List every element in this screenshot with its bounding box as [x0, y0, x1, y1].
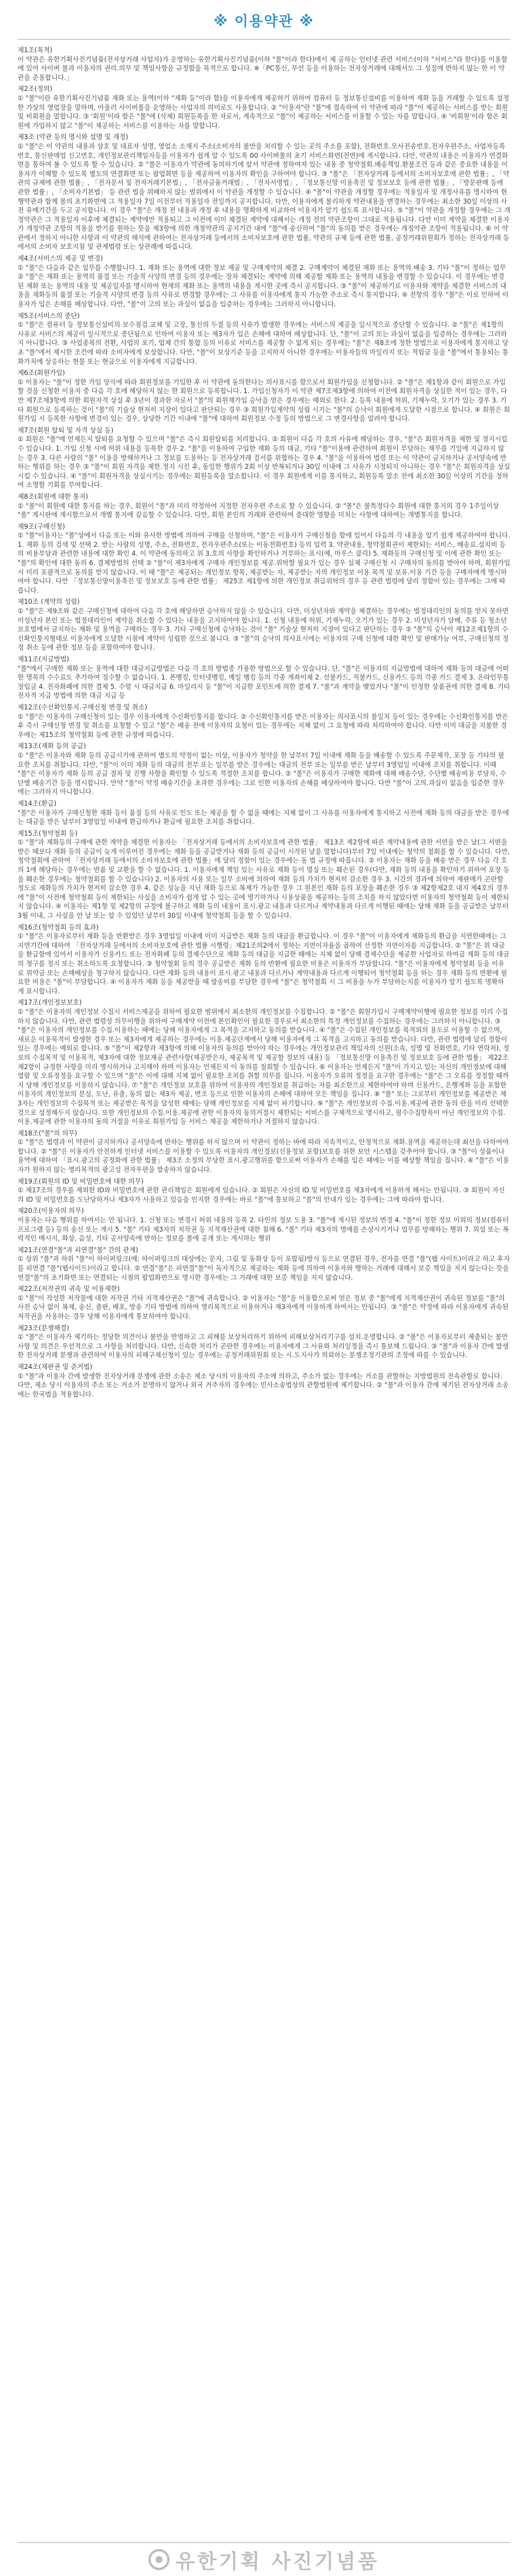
- article-heading: 제10조 (계약의 성립): [18, 598, 80, 606]
- article-heading: 제9조(구매신청): [18, 522, 65, 530]
- article: [18, 1206, 510, 1243]
- article-heading: 제8조(회원에 대한 통지): [18, 492, 89, 501]
- article-text: ① "몰"이 회원에 대한 통지를 하는 경우, 회원이 "몰"과 미리 약정하여 지정한 전자우편 주소로 할 수 있습니다. ② "몰"은 불특정다수 회원에 대한 통지의 경우 1주일이상 "몰" 게시판에 게시함으로서 개별 통지에 갈음할 수 있습니다. 다만, 회원 본인의 거래와 관련하여 중대한 영향을 미치는 사항에 대하여는 개별통지를 합니다.: [18, 502, 499, 519]
- article-heading: 제3조 (약관 등의 명시와 설명 및 개정): [18, 133, 128, 141]
- article-text: ① 제17조의 경우를 제외한 ID와 비밀번호에 관한 관리책임은 회원에게 있습니다. ② 회원은 자신의 ID 및 비밀번호를 제3자에게 이용하게 해서는 안됩니다. ③ 회원이 자신의 ID 및 비밀번호를 도난당하거나 제3자가 사용하고 있음을 인지한 경우에는 바로 "몰"에 통보하고 "몰"의 안내가 있는 경우에는 그에 따라야 합니다.: [18, 1186, 505, 1204]
- article-heading: 제24조(재판권 및 준거법): [18, 1363, 93, 1371]
- article-text: ① "몰"이란 유한기획사진기념품 재화 또는 용역(이하 "재화 등"이라 함)을 이용자에게 제공하기 위하여 컴퓨터 등 정보통신설비를 이용하여 재화 등을 거래할 수 있도록 설정한 가상의 영업장을 말하며, 아울러 사이버몰을 운영하는 사업자의 의미로도 사용합니다. ② "이용자"란 "몰"에 접속하여 이 약관에 따라 "몰"이 제공하는 서비스를 받는 회원 및 비회원을 말합니다. ③ '회원'이라 함은 "몰"에 (삭제) 회원등록을 한 자로서, 계속적으로 "몰"이 제공하는 서비스를 이용할 수 있는 자를 말합니다. ④ '비회원'이라 함은 회원에 가입하지 않고 "몰"이 제공하는 서비스를 이용하는 자를 말합니다.: [18, 94, 510, 130]
- article-heading: 제16조(청약철회 등의 효과): [18, 923, 99, 931]
- article-heading: 제6조(회원가입): [18, 369, 65, 377]
- article-text: ① "몰"은 법령과 이 약관이 금지하거나 공서양속에 반하는 행위를 하지 않으며 이 약관이 정하는 바에 따라 지속적이고, 안정적으로 재화.용역을 제공하는데 최선을 다하여야 합니다. ② "몰"은 이용자가 안전하게 인터넷 서비스를 이용할 수 있도록 이용자의 개인정보(신용정보 포함)보호를 위한 보안 시스템을 갖추어야 합니다. ③ "몰"이 상품이나 용역에 대하여 「표시.광고의 공정화에 관한 법률」 제3조 소정의 부당한 표시.광고행위를 함으로써 이용자가 손해를 입은 때에는 이를 배상할 책임을 집니다. ④ "몰"은 이용자가 원하지 않는 영리목적의 광고성 전자우편을 발송하지 않습니다.: [18, 1138, 509, 1174]
- article-text: ① "몰"은 다음과 같은 업무를 수행합니다. 1. 재화 또는 용역에 대한 정보 제공 및 구매계약의 체결 2. 구매계약이 체결된 재화 또는 용역의 배송 3. 기타 "몰"이 정하는 업무 ② "몰"은 재화 또는 용역의 품절 또는 기술적 사양의 변경 등의 경우에는 장차 체결되는 계약에 의해 제공할 재화 또는 용역의 내용을 변경할 수 있습니다. 이 경우에는 변경된 재화 또는 용역의 내용 및 제공일자를 명시하여 현재의 재화 또는 용역의 내용을 게시한 곳에 즉시 공지합니다. ③ "몰"이 제공하기로 이용자와 계약을 체결한 서비스의 내용을 재화등의 품절 또는 기술적 사양의 변경 등의 사유로 변경할 경우에는 그 사유를 이용자에게 통지 가능한 주소로 즉시 통지합니다. ④ 전항의 경우 "몰"은 이로 인하여 이용자가 입은 손해를 배상합니다. 다만, "몰"이 고의 또는 과실이 없음을 입증하는 경우에는 그러하지 아니합니다.: [18, 263, 509, 309]
- article: [18, 1177, 510, 1205]
- article: [18, 254, 510, 309]
- article-heading: 제20조(이용자의 의무): [18, 1207, 84, 1215]
- article-heading: 제14조(환급): [18, 799, 57, 807]
- article-heading: 제15조(청약철회 등): [18, 829, 78, 837]
- article-text: ① "몰"은 컴퓨터 등 정보통신설비의 보수점검.교체 및 고장, 통신의 두절 등의 사유가 발생한 경우에는 서비스의 제공을 일시적으로 중단할 수 있습니다. ② "몰"은 제1항의 사유로 서비스의 제공이 일시적으로 중단됨으로 인하여 이용자 또는 제3자가 입은 손해에 대하여 배상합니다. 단, "몰"이 고의 또는 과실이 없음을 입증하는 경우에는 그러하지 아니합니다. ③ 사업종목의 전환, 사업의 포기, 업체 간의 통합 등의 이유로 서비스를 제공할 수 없게 되는 경우에는 "몰"은 제8조에 정한 방법으로 이용자에게 통지하고 당초 "몰"에서 제시한 조건에 따라 소비자에게 보상합니다. 다만, "몰"이 보상기준 등을 고지하지 아니한 경우에는 이용자들의 마일리지 또는 적립금 등을 "몰"에서 통용되는 통화가치에 상응하는 현물 또는 현금으로 이용자에게 지급합니다.: [18, 321, 509, 366]
- article: [18, 1363, 510, 1399]
- article-heading: 제19조(회원의 ID 및 비밀번호에 대한 의무): [18, 1177, 144, 1185]
- page-title-text: 이용약관: [234, 12, 294, 29]
- asterisk-mark-right: ※: [299, 12, 314, 29]
- article-heading: 제23조(분쟁해결): [18, 1324, 69, 1332]
- article-text: 이용자는 다음 행위를 하여서는 안 됩니다. 1. 신청 또는 변경시 허위 내용의 등록 2. 타인의 정보 도용 3. "몰"에 게시된 정보의 변경 4. "몰"이 정한 정보 이외의 정보(컴퓨터 프로그램 등) 등의 송신 또는 게시 5. "몰" 기타 제3자의 저작권 등 지적재산권에 대한 침해 6. "몰" 기타 제3자의 명예를 손상시키거나 업무를 방해하는 행위 7. 외설 또는 폭력적인 메시지, 화상, 음성, 기타 공서양속에 반하는 정보를 몰에 공개 또는 게시하는 행위: [18, 1216, 509, 1243]
- article: [18, 799, 510, 827]
- asterisk-mark-left: ※: [214, 12, 229, 29]
- article-text: ① "몰"은 제9조와 같은 구매신청에 대하여 다음 각 호에 해당하면 승낙하지 않을 수 있습니다. 다만, 미성년자와 계약을 체결하는 경우에는 법정대리인의 동의를 얻지 못하면 미성년자 본인 또는 법정대리인이 계약을 취소할 수 있다는 내용을 고지하여야 합니다. 1. 신청 내용에 허위, 기재누락, 오기가 있는 경우 2. 미성년자가 담배, 주류 등 청소년보호법에서 금지하는 재화 및 용역을 구매하는 경우 3. 기타 구매신청에 승낙하는 것이 "몰" 기술상 현저히 지장이 있다고 판단하는 경우 ② "몰"의 승낙이 제12조제1항의 수신확인통지형태로 이용자에게 도달한 시점에 계약이 성립한 것으로 봅니다. ③ "몰"의 승낙의 의사표시에는 이용자의 구매 신청에 대한 확인 및 판매가능 여부, 구매신청의 정정 취소 등에 관한 정보 등을 포함하여야 합니다.: [18, 607, 509, 652]
- article-text: 이 약관은 유한기획사진기념품(전자상거래 사업자)가 운영하는 유한기획사진기념품(이하 "몰"이라 한다)에서 제 공하는 인터넷 관련 서비스(이하 "서비스"라 한다)를 이용함에 있어 사이버 몰과 이용자의 권리.의무 및 책임사항을 규정함을 목적으로 합니다. ※「PC통신, 무선 등을 이용하는 전자상거래에 대해서도 그 성질에 반하지 않는 한 이 약관을 준용합니다.」: [18, 55, 508, 82]
- article-text: ① "몰"은 이 약관의 내용과 상호 및 대표자 성명, 영업소 소재지 주소(소비자의 불만을 처리할 수 있는 곳의 주소를 포함), 전화번호.모사전송번호.전자우편주소, 사업자등록번호, 통신판매업 신고번호, 개인정보관리책임자등을 이용자가 쉽게 알 수 있도록 00 사이버몰의 초기 서비스화면(전면)에 게시합니다. 다만, 약관의 내용은 이용자가 연결화면을 통하여 볼 수 있도록 할 수 있습니다. ② "몰은 이용자가 약관에 동의하기에 앞서 약관에 정하여져 있는 내용 중 청약철회.배송책임.환불조건 등과 같은 중요한 내용을 이용자가 이해할 수 있도록 별도의 연결화면 또는 팝업화면 등을 제공하여 이용자의 확인을 구하여야 합니다. ③ "몰"은 「전자상거래 등에서의 소비자보호에 관한 법률」, 「약관의 규제에 관한 법률」, 「전자문서 및 전자거래기본법」, 「전자금융거래법」, 「전자서명법」, 「정보통신망 이용촉진 및 정보보호 등에 관한 법률」, 「방문판매 등에 관한 법률」, 「소비자기본법」 등 관련 법을 위배하지 않는 범위에서 이 약관을 개정할 수 있습니다. ④ "몰"이 약관을 개정할 경우에는 적용일자 및 개정사유를 명시하여 현행약관과 함께 몰의 초기화면에 그 적용일자 7일 이전부터 적용일자 전일까지 공지합니다. 다만, 이용자에게 불리하게 약관내용을 변경하는 경우에는 최소한 30일 이상의 사전 유예기간을 두고 공지합니다. 이 경우 "몰"은 개정 전 내용과 개정 후 내용을 명확하게 비교하여 이용자가 알기 쉽도록 표시합니다. ⑤ "몰"이 약관을 개정할 경우에는 그 개정약관은 그 적용일자 이후에 체결되는 계약에만 적용되고 그 이전에 이미 체결된 계약에 대해서는 개정 전의 약관조항이 그대로 적용됩니다. 다만 이미 계약을 체결한 이용자가 개정약관 조항의 적용을 받기를 원하는 뜻을 제3항에 의한 개정약관의 공지기간 내에 "몰"에 송신하여 "몰"의 동의를 받은 경우에는 개정약관 조항이 적용됩니다. ⑥ 이 약관에서 정하지 아니한 사항과 이 약관의 해석에 관하여는 전자상거래 등에서의 소비자보호에 관한 법률, 약관의 규제 등에 관한 법률, 공정거래위원회가 정하는 전자상거래 등에서의 소비자 보호지침 및 관계법령 또는 상관례에 따릅니다.: [18, 142, 510, 251]
- article-heading: 제21조(연결"몰"과 피연결"몰" 간의 관계): [18, 1246, 138, 1254]
- article-text: ① "몰"은 이용자가 제기하는 정당한 의견이나 불만을 반영하고 그 피해를 보상처리하기 위하여 피해보상처리기구를 설치.운영합니다. ② "몰"은 이용자로부터 제출되는 불만사항 및 의견은 우선적으로 그 사항을 처리합니다. 다만, 신속한 처리가 곤란한 경우에는 이용자에게 그 사유와 처리일정을 즉시 통보해 드립니다. ③ "몰"과 이용자 간에 발생한 전자상거래 분쟁과 관련하여 이용자의 피해구제신청이 있는 경우에는 공정거래위원회 또는 시.도지사가 의뢰하는 분쟁조정기관의 조정에 따를 수 있습니다.: [18, 1333, 509, 1360]
- article-text: ① "몰"과 재화등의 구매에 관한 계약을 체결한 이용자는 「전자상거래 등에서의 소비자보호에 관한 법률」 제13조 제2항에 따른 계약내용에 관한 서면을 받은 날(그 서면을 받은 때보다 재화 등의 공급이 늦게 이루어진 경우에는 재화 등을 공급받거나 재화 등의 공급이 시작된 날을 말합니다)부터 7일 이내에는 청약의 철회를 할 수 있습니다. 다만, 청약철회에 관하여 「전자상거래 등에서의 소비자보호에 관한 법률」에 달리 정함이 있는 경우에는 동 법 규정에 따릅니다. ② 이용자는 재화 등을 배송 받은 경우 다음 각 호의 1에 해당하는 경우에는 반품 및 교환을 할 수 없습니다. 1. 이용자에게 책임 있는 사유로 재화 등이 멸실 또는 훼손된 경우(다만, 재화 등의 내용을 확인하기 위하여 포장 등을 훼손한 경우에는 청약철회를 할 수 있습니다) 2. 이용자의 사용 또는 일부 소비에 의하여 재화 등의 가치가 현저히 감소한 경우 3. 시간의 경과에 의하여 재판매가 곤란할 정도로 재화등의 가치가 현저히 감소한 경우 4. 같은 성능을 지닌 재화 등으로 복제가 가능한 경우 그 원본인 재화 등의 포장을 훼손한 경우 ③ 제2항제2호 내지 제4호의 경우에 "몰"이 사전에 청약철회 등이 제한되는 사실을 소비자가 쉽게 알 수 있는 곳에 명기하거나 시용상품을 제공하는 등의 조치를 하지 않았다면 이용자의 청약철회 등이 제한되지 않습니다. ④ 이용자는 제1항 및 제2항의 규정에 불구하고 재화 등의 내용이 표시.광고 내용과 다르거나 계약내용과 다르게 이행된 때에는 당해 재화 등을 공급받은 날부터 3월 이내, 그 사실을 안 날 또는 알 수 있었던 날부터 30일 이내에 청약철회 등을 할 수 있습니다.: [18, 839, 510, 920]
- article-heading: 제18조("몰"의 의무): [18, 1129, 77, 1137]
- article-text: "몰"은 이용자가 구매신청한 재화 등이 품절 등의 사유로 인도 또는 제공을 할 수 없을 때에는 지체 없이 그 사유를 이용자에게 통지하고 사전에 재화 등의 대금을 받은 경우에는 대금을 받은 날부터 3영업일 이내에 환급하거나 환급에 필요한 조치를 취합니다.: [18, 809, 509, 826]
- article: [18, 522, 510, 596]
- article: [18, 829, 510, 921]
- article-heading: 제2조(정의): [18, 85, 53, 93]
- article-heading: 제7조(회원 탈퇴 및 자격 상실 등): [18, 426, 114, 434]
- article-text: ① "몰"이 작성한 저작물에 대한 저작권 기타 지적재산권은 "몰"에 귀속합니다. ② 이용자는 "몰"을 이용함으로써 얻은 정보 중 "몰"에게 지적재산권이 귀속된 정보를 "몰"의 사전 승낙 없이 복제, 송신, 출판, 배포, 방송 기타 방법에 의하여 영리목적으로 이용하거나 제3자에게 이용하게 하여서는 안됩니다. ③ "몰"은 약정에 따라 이용자에게 귀속된 저작권을 사용하는 경우 당해 이용자에게 통보하여야 합니다.: [18, 1294, 509, 1320]
- article: [18, 1129, 510, 1175]
- article-text: ① 회원은 "몰"에 언제든지 탈퇴를 요청할 수 있으며 "몰"은 즉시 회원탈퇴를 처리합니다. ② 회원이 다음 각 호의 사유에 해당하는 경우, "몰"은 회원자격을 제한 및 정지시킬 수 있습니다. 1. 가입 신청 시에 허위 내용을 등록한 경우 2. "몰"을 이용하여 구입한 재화 등의 대금, 기타 "몰"이용에 관련하여 회원이 부담하는 채무를 기일에 지급하지 않는 경우 3. 다른 사람의 "몰" 이용을 방해하거나 그 정보를 도용하는 등 전자상거래 질서를 위협하는 경우 4. "몰"을 이용하여 법령 또는 이 약관이 금지하거나 공서양속에 반하는 행위를 하는 경우 ③ "몰"이 회원 자격을 제한.정지 시킨 후, 동일한 행위가 2회 이상 반복되거나 30일 이내에 그 사유가 시정되지 아니하는 경우 "몰"은 회원자격을 상실시킬 수 있습니다. ④ "몰"이 회원자격을 상실시키는 경우에는 회원등록을 말소합니다. 이 경우 회원에게 이를 통지하고, 회원등록 말소 전에 최소한 30일 이상의 기간을 정하여 소명할 기회를 부여합니다.: [18, 435, 510, 489]
- article: [18, 312, 510, 367]
- article: [18, 1324, 510, 1360]
- article: [18, 1284, 510, 1321]
- article-heading: 제22조(저작권의 귀속 및 이용제한): [18, 1285, 120, 1293]
- footer: [18, 2542, 510, 2576]
- article: [18, 426, 510, 490]
- terms-content: [18, 40, 510, 1399]
- article: [18, 923, 510, 996]
- article-heading: 제13조(재화 등의 공급): [18, 742, 86, 751]
- title-bar: [18, 0, 510, 40]
- footer-brand-text: 유한기획 사진기념품: [175, 2550, 380, 2574]
- article: [18, 703, 510, 739]
- article: [18, 84, 510, 130]
- article-heading: 제1조(목적): [18, 46, 53, 54]
- article: [18, 1246, 510, 1282]
- article-text: ① "몰"은 이용자의 구매신청이 있는 경우 이용자에게 수신확인통지를 합니다. ② 수신확인통지를 받은 이용자는 의사표시의 불일치 등이 있는 경우에는 수신확인통지를 받은 후 즉시 구매신청 변경 및 취소를 요청할 수 있고 "몰"은 배송 전에 이용자의 요청이 있는 경우에는 지체 없이 그 요청에 따라 처리하여야 합니다. 다만 이미 대금을 지불한 경우에는 제15조의 청약철회 등에 관한 규정에 따릅니다.: [18, 712, 509, 739]
- article: [18, 742, 510, 797]
- article-text: ① "몰"은 이용자로부터 재화 등을 반환받은 경우 3영업일 이내에 이미 지급받은 재화 등의 대금을 환급합니다. 이 경우 "몰"이 이용자에게 재화등의 환급을 지연한때에는 그 지연기간에 대하여 「전자상거래 등에서의 소비자보호에 관한 법률 시행령」제21조의2에서 정하는 지연이자율을 곱하여 산정한 지연이자를 지급합니다. ② "몰"은 위 대금을 환급함에 있어서 이용자가 신용카드 또는 전자화폐 등의 결제수단으로 재화 등의 대금을 지급한 때에는 지체 없이 당해 결제수단을 제공한 사업자로 하여금 재화 등의 대금의 청구를 정지 또는 취소하도록 요청합니다. ③ 청약철회 등의 경우 공급받은 재화 등의 반환에 필요한 비용은 이용자가 부담합니다. "몰"은 이용자에게 청약철회 등을 이유로 위약금 또는 손해배상을 청구하지 않습니다. 다만 재화 등의 내용이 표시.광고 내용과 다르거나 계약내용과 다르게 이행되어 청약철회 등을 하는 경우 재화 등의 반환에 필요한 비용은 "몰"이 부담합니다. ④ 이용자가 재화 등을 제공받을 때 발송비를 부담한 경우에 "몰"은 청약철회 시 그 비용을 누가 부담하는지를 이용자가 알기 쉽도록 명확하게 표시합니다.: [18, 932, 510, 995]
- article: [18, 492, 510, 520]
- article-heading: 제12조(수신확인통지.구매신청 변경 및 취소): [18, 703, 147, 711]
- article: [18, 133, 510, 252]
- article-text: ① "몰"은 이용자의 개인정보 수집시 서비스제공을 위하여 필요한 범위에서 최소한의 개인정보를 수집합니다. ② "몰"은 회원가입시 구매계약이행에 필요한 정보를 미리 수집하지 않습니다. 다만, 관련 법령상 의무이행을 위하여 구매계약 이전에 본인확인이 필요한 경우로서 최소한의 특정 개인정보를 수집하는 경우에는 그러하지 아니합니다. ③ "몰"은 이용자의 개인정보를 수집.이용하는 때에는 당해 이용자에게 그 목적을 고지하고 동의를 받습니다. ④ "몰"은 수집된 개인정보를 목적외의 용도로 이용할 수 없으며, 새로운 이용목적이 발생한 경우 또는 제3자에게 제공하는 경우에는 이용.제공단계에서 당해 이용자에게 그 목적을 고지하고 동의를 받습니다. 다만, 관련 법령에 달리 정함이 있는 경우에는 예외로 합니다. ⑤ "몰"이 제2항과 제3항에 의해 이용자의 동의를 받아야 하는 경우에는 개인정보관리 책임자의 신원(소속, 성명 및 전화번호, 기타 연락처), 정보의 수집목적 및 이용목적, 제3자에 대한 정보제공 관련사항(제공받은자, 제공목적 및 제공할 정보의 내용) 등 「정보통신망 이용촉진 및 정보보호 등에 관한 법률」 제22조제2항이 규정한 사항을 미리 명시하거나 고지해야 하며 이용자는 언제든지 이 동의를 철회할 수 있습니다. ⑥ 이용자는 언제든지 "몰"이 가지고 있는 자신의 개인정보에 대해 열람 및 오류정정을 요구할 수 있으며 "몰"은 이에 대해 지체 없이 필요한 조치를 취할 의무를 집니다. 이용자가 오류의 정정을 요구한 경우에는 "몰"은 그 오류를 정정할 때까지 당해 개인정보를 이용하지 않습니다. ⑦ "몰"은 개인정보 보호를 위하여 이용자의 개인정보를 취급하는 자를 최소한으로 제한하여야 하며 신용카드, 은행계좌 등을 포함한 이용자의 개인정보의 분실, 도난, 유출, 동의 없는 제3자 제공, 변조 등으로 인한 이용자의 손해에 대하여 모든 책임을 집니다. ⑧ "몰" 또는 그로부터 개인정보를 제공받은 제3자는 개인정보의 수집목적 또는 제공받은 목적을 달성한 때에는 당해 개인정보를 지체 없이 파기합니다. ⑨ "몰"은 개인정보의 수집.이용.제공에 관한 동의 란을 미리 선택한 것으로 설정해두지 않습니다. 또한 개인정보의 수집.이용.제공에 관한 이용자의 동의거절시 제한되는 서비스를 구체적으로 명시하고, 필수수집항목이 아닌 개인정보의 수집.이용.제공에 관한 이용자의 동의 거절을 이유로 회원가입 등 서비스 제공을 제한하거나 거절하지 않습니다.: [18, 1008, 510, 1126]
- company-logo-icon: [148, 2549, 170, 2570]
- article: [18, 998, 510, 1126]
- article: [18, 597, 510, 653]
- article-text: ① "몰"은 이용자와 재화 등의 공급시기에 관하여 별도의 약정이 없는 이상, 이용자가 청약을 한 날부터 7일 이내에 재화 등을 배송할 수 있도록 주문제작, 포장 등 기타의 필요한 조치를 취합니다. 다만, "몰"이 이미 재화 등의 대금의 전부 또는 일부를 받은 경우에는 대금의 전부 또는 일부를 받은 날부터 3영업일 이내에 조치를 취합니다. 이때 "몰"은 이용자가 재화 등의 공급 절차 및 진행 사항을 확인할 수 있도록 적절한 조치를 합니다. ② "몰"은 이용자가 구매한 재화에 대해 배송수단, 수단별 배송비용 부담자, 수단별 배송기간 등을 명시합니다. 만약 "몰"이 약정 배송기간을 초과한 경우에는 그로 인한 이용자의 손해를 배상하여야 합니다. 다만 "몰"이 고의.과실이 없음을 입증한 경우에는 그러하지 아니합니다.: [18, 751, 506, 796]
- article-text: ① 이용자는 "몰"이 정한 가입 양식에 따라 회원정보를 기입한 후 이 약관에 동의한다는 의사표시를 함으로서 회원가입을 신청합니다. ② "몰"은 제1항과 같이 회원으로 가입할 것을 신청한 이용자 중 다음 각 호에 해당하지 않는 한 회원으로 등록합니다. 1. 가입신청자가 이 약관 제7조제3항에 의하여 이전에 회원자격을 상실한 적이 있는 경우, 다만 제7조제3항에 의한 회원자격 상실 후 3년이 경과한 자로서 "몰"의 회원재가입 승낙을 얻은 경우에는 예외로 한다. 2. 등록 내용에 허위, 기재누락, 오기가 있는 경우 3. 기타 회원으로 등록하는 것이 "몰"의 기술상 현저히 지장이 있다고 판단되는 경우 ③ 회원가입계약의 성립 시기는 "몰"의 승낙이 회원에게 도달한 시점으로 합니다. ④ 회원은 회원가입 시 등록한 사항에 변경이 있는 경우, 상당한 기간 이내에 "몰"에 대하여 회원정보 수정 등의 방법으로 그 변경사항을 알려야 합니다.: [18, 378, 510, 423]
- article-text: ① "몰"이용자는 "몰"상에서 다음 또는 이와 유사한 방법에 의하여 구매를 신청하며, "몰"은 이용자가 구매신청을 함에 있어서 다음의 각 내용을 알기 쉽게 제공하여야 합니다. 1. 재화 등의 검색 및 선택 2. 받는 사람의 성명, 주소, 전화번호, 전자우편주소(또는 이동전화번호) 등의 입력 3. 약관내용, 청약철회권이 제한되는 서비스, 배송료.설치비 등의 비용부담과 관련한 내용에 대한 확인 4. 이 약관에 동의하고 위 3.호의 사항을 확인하거나 거부하는 표시(예, 마우스 클릭) 5. 재화등의 구매신청 및 이에 관한 확인 또는 "몰"의 확인에 대한 동의 6. 결제방법의 선택 ② "몰"이 제3자에게 구매자 개인정보를 제공.위탁할 필요가 있는 경우 실제 구매신청 시 구매자의 동의를 받아야 하며, 회원가입 시 미리 포괄적으로 동의를 받지 않습니다. 이 때 "몰"은 제공되는 개인정보 항목, 제공받는 자, 제공받는 자의 개인정보 이용 목적 및 보유.이용 기간 등을 구매자에게 명시하여야 합니다. 다만 「정보통신망이용촉진 및 정보보호 등에 관한 법률」 제25조 제1항에 의한 개인정보 취급위탁의 경우 등 관련 법령에 달리 정함이 있는 경우에는 그에 따릅니다.: [18, 532, 510, 594]
- article: [18, 46, 510, 82]
- article-text: "몰"에서 구매한 재화 또는 용역에 대한 대금지급방법은 다음 각 호의 방법중 가용한 방법으로 할 수 있습니다. 단, "몰"은 이용자의 지급방법에 대하여 재화 등의 대금에 어떠한 명목의 수수료도 추가하여 징수할 수 없습니다. 1. 폰뱅킹, 인터넷뱅킹, 메일 뱅킹 등의 각종 계좌이체 2. 선불카드, 직불카드, 신용카드 등의 각종 카드 결제 3. 온라인무통장입금 4. 전자화폐에 의한 결제 5. 수령 시 대금지급 6. 마일리지 등 "몰"이 지급한 포인트에 의한 결제 7. "몰"과 계약을 맺었거나 "몰"이 인정한 상품권에 의한 결제 8. 기타 전자적 지급 방법에 의한 대금 지급 등: [18, 664, 510, 700]
- article-heading: 제11조(지급방법): [18, 655, 69, 663]
- page-title: [208, 9, 320, 30]
- article-text: ① 상위 "몰"과 하위 "몰"이 하이퍼링크(예: 하이퍼링크의 대상에는 문자, 그림 및 동화상 등이 포함됨)방식 등으로 연결된 경우, 전자를 연결 "몰"(웹 사이트)이라고 하고 후자를 피연결 "몰"(웹사이트)이라고 합니다. ② 연결"몰"은 피연결"몰"이 독자적으로 제공하는 재화 등에 의하여 이용자와 행하는 거래에 대해서 보증 책임을 지지 않는다는 뜻을 연결"몰"의 초기화면 또는 연결되는 시점의 팝업화면으로 명시한 경우에는 그 거래에 대한 보증 책임을 지지 않습니다.: [18, 1255, 510, 1282]
- article: [18, 369, 510, 424]
- footer-logo: [148, 2545, 379, 2574]
- article-text: ① "몰"과 이용자 간에 발생한 전자상거래 분쟁에 관한 소송은 제소 당시의 이용자의 주소에 의하고, 주소가 없는 경우에는 거소를 관할하는 지방법원의 전속관할로 합니다. 다만, 제소 당시 이용자의 주소 또는 거소가 분명하지 않거나 외국 거주자의 경우에는 민사소송법상의 관할법원에 제기합니다. ② "몰"과 이용자 간에 제기된 전자상거래 소송에는 한국법을 적용합니다.: [18, 1372, 509, 1398]
- article: [18, 655, 510, 701]
- article-heading: 제17조(개인정보보호): [18, 999, 82, 1007]
- article-heading: 제5조(서비스의 중단): [18, 312, 80, 320]
- article-heading: 제4조(서비스의 제공 및 변경): [18, 255, 103, 263]
